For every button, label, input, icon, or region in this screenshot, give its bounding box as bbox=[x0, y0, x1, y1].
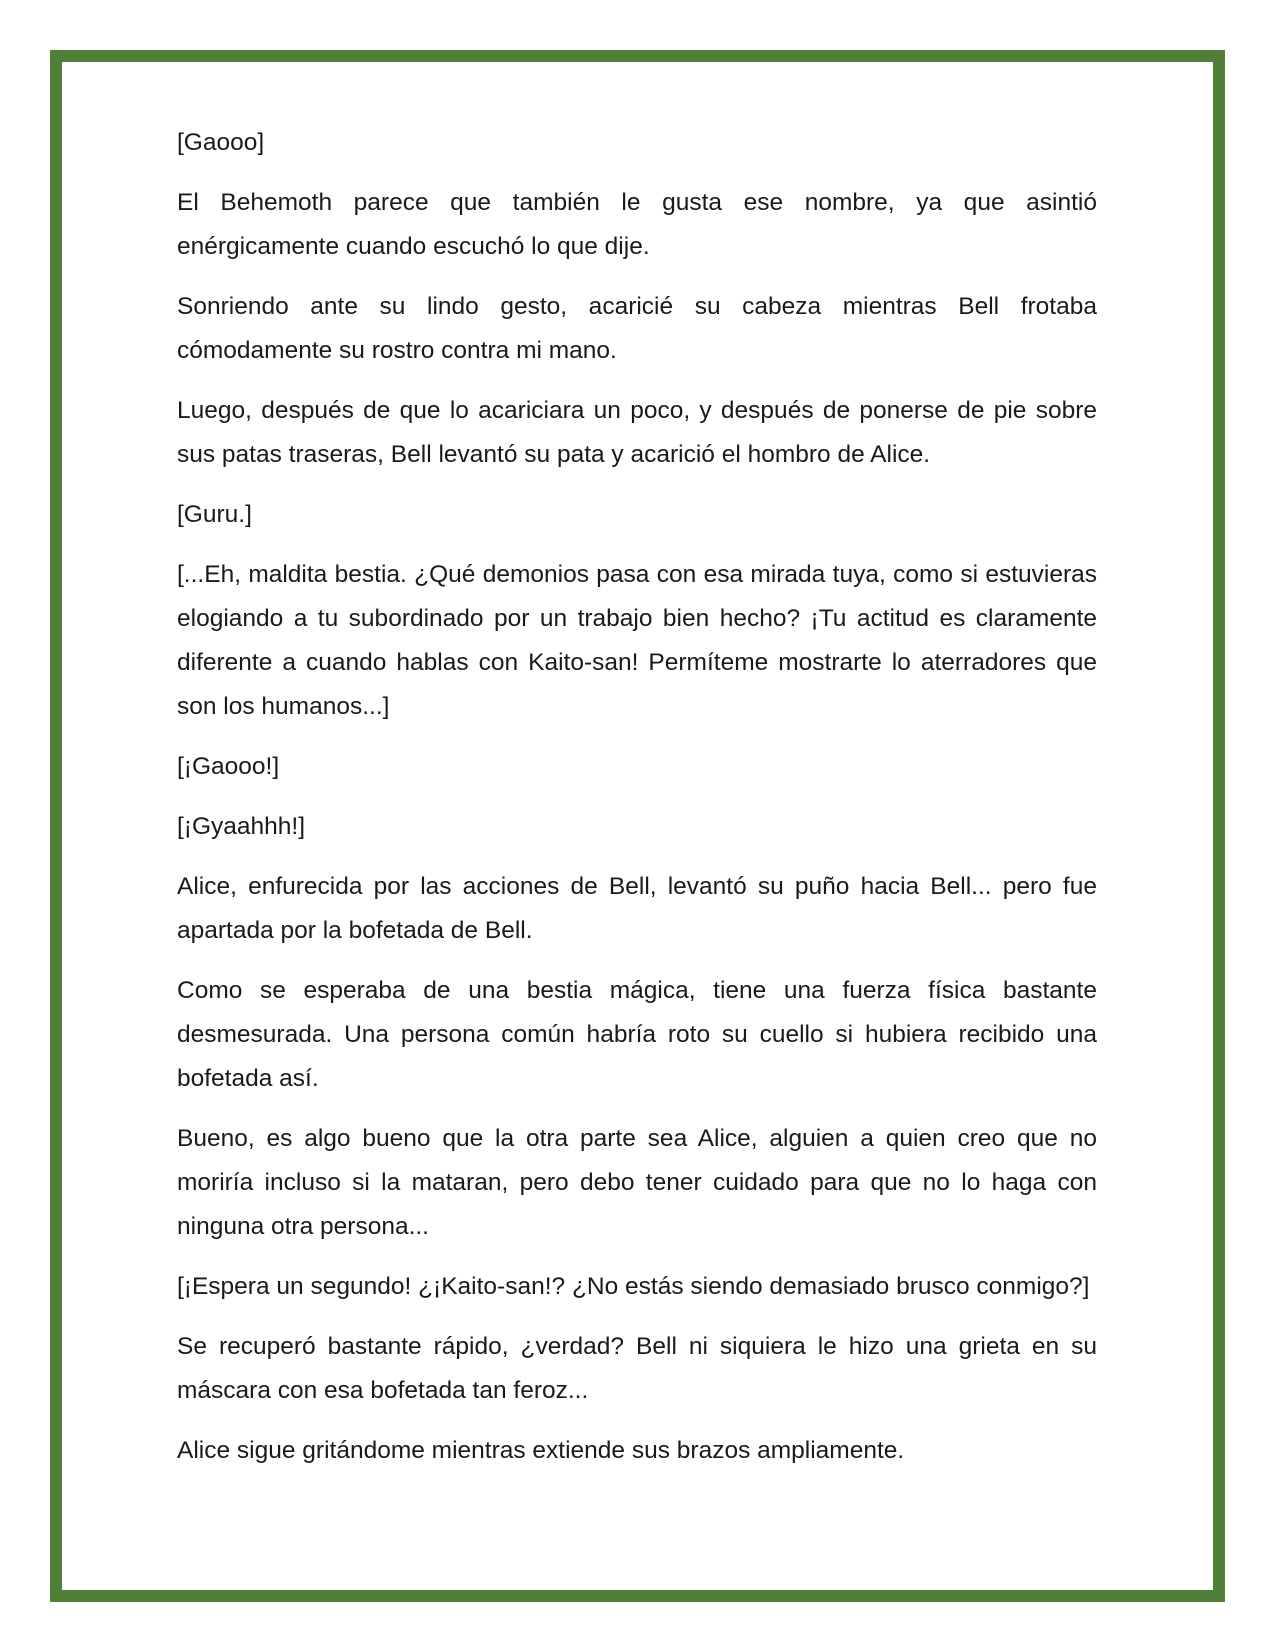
paragraph: [Gaooo] bbox=[177, 129, 265, 156]
paragraph: [¡Gaooo!] bbox=[177, 753, 280, 780]
paragraph: Alice sigue gritándome mientras extiende sus brazos ampliamente. bbox=[177, 1437, 905, 1464]
paragraph: [¡Espera un segundo! ¿¡Kaito-san!? ¿No estás siendo demasiado brusco conmigo?] bbox=[177, 1273, 1090, 1300]
paragraph: Alice, enfurecida por las acciones de Bell, levantó su puño hacia Bell... pero fue apartada por la bofetada de Bell. bbox=[177, 873, 1097, 944]
document-body bbox=[177, 121, 1097, 1489]
paragraph: Bueno, es algo bueno que la otra parte sea Alice, alguien a quien creo que no moriría incluso si la mataran, pero debo tener cuidado para que no lo haga con ninguna otra persona... bbox=[177, 1125, 1097, 1240]
paragraph: [...Eh, maldita bestia. ¿Qué demonios pasa con esa mirada tuya, como si estuvieras elogiando a tu subordinado por un trabajo bien hecho? ¡Tu actitud es claramente diferente a cuando hablas con Kaito-san! Permíteme mostrarte lo aterradores que son los humanos...] bbox=[177, 561, 1097, 720]
paragraph: [¡Gyaahhh!] bbox=[177, 813, 306, 840]
paragraph: Sonriendo ante su lindo gesto, acaricié su cabeza mientras Bell frotaba cómodamente su rostro contra mi mano. bbox=[177, 293, 1097, 364]
paragraph: El Behemoth parece que también le gusta ese nombre, ya que asintió enérgicamente cuando escuchó lo que dije. bbox=[177, 189, 1097, 260]
paragraph: [Guru.] bbox=[177, 501, 252, 528]
paragraph: Luego, después de que lo acariciara un poco, y después de ponerse de pie sobre sus patas traseras, Bell levantó su pata y acarició el hombro de Alice. bbox=[177, 397, 1097, 468]
paragraph: Como se esperaba de una bestia mágica, tiene una fuerza física bastante desmesurada. Una persona común habría roto su cuello si hubiera recibido una bofetada así. bbox=[177, 977, 1097, 1092]
paragraph: Se recuperó bastante rápido, ¿verdad? Bell ni siquiera le hizo una grieta en su máscara con esa bofetada tan feroz... bbox=[177, 1333, 1097, 1404]
